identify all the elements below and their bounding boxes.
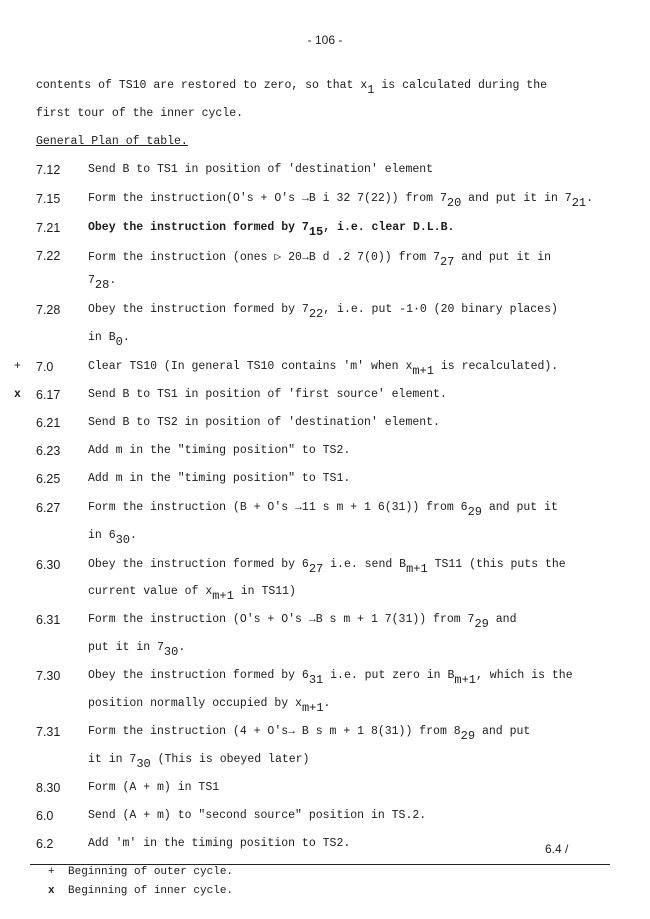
text-part: in B [88, 331, 116, 344]
entry-text [88, 725, 531, 743]
entry-label: 7.28 [36, 303, 61, 317]
entry-row [0, 558, 650, 574]
footnote-outer-cycle [48, 866, 233, 878]
entry-row [0, 221, 650, 237]
entry-row [0, 444, 650, 460]
entry-text: Send B to TS2 in position of 'destination' element. [88, 416, 440, 429]
page-number: - 106 - [307, 33, 343, 47]
inner-cycle-marker: x [14, 388, 21, 401]
text-part: it in 7 [88, 753, 137, 766]
entry-text [88, 585, 296, 603]
subscript: 27 [439, 255, 455, 269]
entry-row [0, 669, 650, 685]
text-part: current value of x [88, 585, 213, 598]
entry-row [0, 472, 650, 488]
entry-label: 7.12 [36, 163, 61, 177]
text-part: , i.e. clear D.L.B. [323, 221, 455, 234]
subscript: 20 [446, 196, 462, 210]
text-part: and put [475, 725, 531, 738]
entry-label: 6.27 [36, 501, 61, 515]
text-part: and [488, 613, 517, 626]
entry-label: 6.17 [36, 388, 61, 402]
entry-text [88, 697, 331, 715]
text-part: and put it [481, 501, 558, 514]
text-part: in 6 [88, 529, 116, 542]
entry-row [0, 613, 650, 629]
text-part: 7 [88, 274, 95, 287]
entry-label: 6.23 [36, 444, 61, 458]
text-part: Obey the instruction formed by 7 [88, 221, 309, 234]
footnote-inner-cycle [48, 885, 233, 897]
entry-label: 6.30 [36, 558, 61, 572]
footnote-divider [30, 864, 610, 865]
intro-line-2: first tour of the inner cycle. [36, 107, 244, 120]
entry-text: Add m in the "timing position" to TS1. [88, 472, 351, 485]
entry-text [88, 303, 558, 321]
entry-text: Form (A + m) in TS1 [88, 781, 220, 794]
subscript: 29 [467, 505, 482, 519]
text-part: TS11 (this puts the [427, 558, 566, 571]
subscript: 31 [308, 673, 324, 687]
text-part: . [122, 331, 130, 344]
entry-label: 7.31 [36, 725, 61, 739]
subscript: 22 [308, 307, 324, 321]
subscript: m+1 [301, 701, 324, 715]
entry-label: 6.2 [36, 837, 54, 851]
subscript: 27 [308, 562, 324, 576]
entry-label: 6.21 [36, 416, 61, 430]
entry-continuation [0, 753, 650, 769]
entry-row [0, 249, 650, 269]
subscript: 30 [136, 757, 151, 771]
entry-row [0, 416, 650, 432]
entry-label: 7.15 [36, 192, 61, 206]
entry-row [0, 360, 650, 376]
entry-text [88, 360, 559, 378]
subscript: 0 [115, 335, 123, 349]
entry-text: Add 'm' in the timing position to TS2. [88, 837, 351, 850]
plus-marker: + [48, 866, 55, 878]
text-part: , which is the [475, 669, 573, 682]
text-part: position normally occupied by x [88, 697, 302, 710]
text-part: put it in 7 [88, 641, 164, 654]
entry-text [88, 558, 566, 576]
entry-text [88, 529, 137, 547]
text-part: Obey the instruction formed by 7 [88, 303, 309, 316]
entry-label: 6.25 [36, 472, 61, 486]
entry-label: 6.31 [36, 613, 61, 627]
footnote-text: Beginning of outer cycle. [68, 866, 234, 878]
entry-text: Add m in the "timing position" to TS2. [88, 444, 351, 457]
footnote-text: Beginning of inner cycle. [68, 885, 234, 897]
text-part: and put it in 7 [461, 192, 572, 205]
entry-row [0, 725, 650, 741]
x-marker: x [48, 885, 55, 897]
entry-text: Send B to TS1 in position of 'first source' element. [88, 388, 447, 401]
text-part: is recalculated). [433, 360, 559, 373]
entry-text [88, 192, 594, 210]
subscript: m+1 [412, 364, 434, 378]
text-part: Form the instruction [88, 192, 227, 205]
entry-label: 6.0 [36, 809, 54, 823]
text-part: Form the instruction (4 + O's→ B s m + 1 8(31)) from 8 [88, 725, 461, 738]
catchword: 6.4 / [545, 842, 569, 856]
entry-continuation [0, 697, 650, 713]
entry-row [0, 501, 650, 517]
subscript: 15 [308, 225, 324, 239]
entry-text [88, 221, 455, 239]
entry-label: 8.30 [36, 781, 61, 795]
subscript: m+1 [406, 562, 428, 576]
outer-cycle-marker: + [14, 360, 21, 373]
subscript: 30 [115, 533, 131, 547]
entry-text [88, 274, 117, 292]
text-part: Form the instruction (ones ▷ 20→B d .2 7(0)) from 7 [88, 251, 440, 264]
subscript: 21 [571, 196, 587, 210]
text-part: , i.e. put -1·0 (20 binary places) [323, 303, 558, 316]
entry-label: 7.22 [36, 249, 61, 263]
intro-text: contents of TS10 are restored to zero, so that x [36, 79, 368, 92]
entry-row [0, 163, 650, 179]
intro-text: is calculated during the [374, 79, 547, 92]
text-part: (This is obeyed later) [150, 753, 310, 766]
entry-text [88, 753, 310, 771]
subscript: 29 [474, 617, 489, 631]
entry-label: 7.30 [36, 669, 61, 683]
text-part: . [586, 192, 594, 205]
subscript: m+1 [454, 673, 476, 687]
text-part: Obey the instruction formed by 6 [88, 558, 309, 571]
entry-label: 7.0 [36, 360, 54, 374]
entry-text [88, 331, 130, 349]
text-part: Obey the instruction formed by 6 [88, 669, 309, 682]
entry-row [0, 303, 650, 319]
entry-text [88, 669, 573, 687]
text-part: in TS11) [233, 585, 296, 598]
subscript: 30 [163, 645, 179, 659]
entry-label: 7.21 [36, 221, 61, 235]
text-part: Form the instruction (B + O's →11 s m + 1 6(31)) from 6 [88, 501, 468, 514]
text-part: i.e. put zero in B [323, 669, 455, 682]
entry-text: Send B to TS1 in position of 'destination' element [88, 163, 434, 176]
subscript: 1 [367, 83, 375, 97]
subscript: m+1 [212, 589, 234, 603]
section-heading: General Plan of table. [36, 135, 188, 148]
instruction-bracket: (O's + O's →B i 32 7(22)) [226, 192, 399, 205]
text-part: and put it in [454, 251, 552, 264]
entry-continuation [0, 585, 650, 601]
text-part: Clear TS10 (In general TS10 contains 'm' when x [88, 360, 413, 373]
entry-continuation [0, 641, 650, 657]
text-part: from 7 [398, 192, 447, 205]
text-part: i.e. send B [323, 558, 407, 571]
text-part: . [130, 529, 137, 542]
text-part: . [109, 274, 117, 287]
intro-line-1 [36, 79, 547, 97]
entry-continuation [0, 331, 650, 347]
text-part: . [178, 641, 186, 654]
entry-row [0, 809, 650, 825]
entry-text: Send (A + m) to "second source" position in TS.2. [88, 809, 427, 822]
entry-text [88, 501, 558, 519]
subscript: 28 [94, 278, 110, 292]
entry-text [88, 641, 186, 659]
entry-row [0, 192, 650, 208]
entry-continuation [0, 529, 650, 545]
entry-row [0, 388, 650, 404]
entry-text [88, 249, 552, 269]
entry-continuation [0, 274, 650, 290]
text-part: . [323, 697, 331, 710]
text-part: Form the instruction (O's + O's →B s m + 1 7(31)) from 7 [88, 613, 475, 626]
entry-row [0, 781, 650, 797]
entry-text [88, 613, 517, 631]
subscript: 29 [460, 729, 476, 743]
